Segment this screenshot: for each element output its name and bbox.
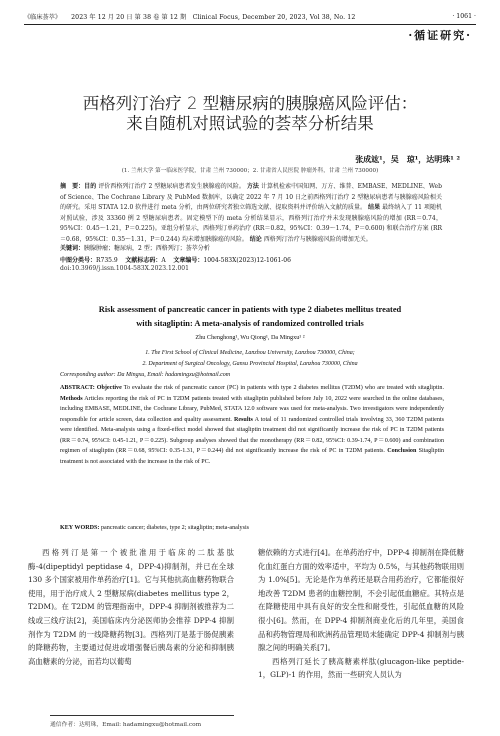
results-label-en: Results [233,416,253,423]
issue-info: 2023 年 12 月 20 日 第 38 卷 第 12 期 Clinical Focus, December 20, 2023, Vol 38, No. 12 [71,13,356,21]
affiliation-cn: (1. 兰州大学 第一临床医学院，甘肃 兰州 730000；2. 甘肃省人民医院 肿瘤外科，甘肃 兰州 730000) [121,168,379,174]
affiliation-en-2: 2. Department of Surgical Oncology, Gansu Provincial Hospital, Lanzhou 730000, China [142,361,358,367]
doi: doi:10.3969/j.issn.1004-583X.2023.12.001 [60,265,189,272]
keywords-cn [60,244,442,254]
chinese-title [0,94,500,134]
article-value: 1004-583X(2023)12-1061-06 [203,257,291,264]
clc-label: 中图分类号： [60,257,97,264]
code-label: 文献标志码： [125,257,162,264]
methods-label-cn: 方法 [246,183,259,190]
keywords-en [60,525,444,531]
methods-en: Articles reporting the risk of PC in T2DM patients treated with sitagliptin published before July 10, 2022 were searched in the online databases, including EMBASE, MEDLINE, the Cochrane Library, PubMed, STATA 12.0 software was used for meta-analysis. Two investigators were independently responsible for article screen, data collection and quality assessment. [60,395,444,423]
journal-name: 《临床荟萃》 [24,13,62,21]
body-paragraph: 西格列汀是第一个被批准用于临床的二肽基肽酶-4(dipeptidyl peptidase 4，DPP-4)抑制剂，并已在全球 130 多个国家被用作单药治疗[1]。它与其他抗高血糖药物联合使用，用于治疗成人 2 型糖尿病(diabetes mellitus type 2，T2DM)。在 T2DM 的管理指南中，DPP-4 抑制剂被推荐为二线或三线疗法[2]，美国临床内分泌医师协会推荐 DPP-4 抑制剂作为 T2DM 的一线降糖药物[3]。西格列汀是基于肠促胰素的降糖药物，主要通过促进或增强餐后胰岛素的分泌和抑制胰高血糖素的分泌，而若均以葡萄 [28,548,234,666]
corresponding-author-en: Corresponding author: Da Mingxu, Email: hadamingxu@hotmail.com [60,372,231,378]
objective-cn: 评价西格列汀治疗 2 型糖尿病患者发生胰腺癌的风险。 [98,183,245,190]
affiliation-en-1: 1. The First School of Clinical Medicine, Lanzhou University, Lanzhou 730000, China; [145,350,355,356]
footnote: 通信作者：达明珠，Email: hadamingxu@hotmail.com [50,715,234,728]
body-column-right [258,546,464,682]
conclusion-label-cn: 结论 [249,235,262,243]
article-label: 文章编号： [173,257,204,264]
methods-cn: 计算机检索中国知网、万方、维普、EMBASE、MEDLINE、Web of Science、The Cochrane Library 及 PubMed 数据库，以确定 2022 年 7 月 10 日之前西格列汀治疗 2 型糖尿病患者与胰腺癌风险相关的研究。采用 STATA 12.0 软件进行 meta 分析，由两位研究者独立筛选文献、提取资料并评价纳入文献的质量。 [60,183,442,212]
abstract-en [60,383,444,467]
affiliations-en [0,348,500,370]
authors-en: Zhu Chenghong¹, Wu Qiong¹, Da Mingxu¹ ² [195,334,305,341]
code-value: A [161,257,166,264]
objective-en: To evaluate the risk of pancreatic cancer (PC) in patients with type 2 diabetes mellitus (T2DM) who are treated with sitagliptin. [123,385,444,391]
keywords-cn-value: 胰腺肿瘤；糖尿病，2 型；西格列汀；荟萃分析 [84,245,210,252]
chinese-title-line1: 西格列汀治疗 2 型糖尿病的胰腺癌风险评估： [82,94,418,113]
clc-value: R735.9 [96,257,118,264]
methods-label-en: Methods [60,395,83,402]
conclusion-en: Sitagliptin treatment is not associated with the increase in the risk of PC. [60,448,445,465]
abstract-cn [60,182,442,246]
running-header [24,10,476,25]
english-title-line2: with sitagliptin: A meta-analysis of randomized controlled trials [136,319,364,328]
english-title [0,303,500,331]
authors-cn: 张成竑¹，吴 琼¹，达明珠¹ ² [355,154,460,164]
keywords-cn-label: 关键词： [60,245,85,252]
body-paragraph: 糖依赖的方式进行[4]。在单药治疗中，DPP-4 抑制剂在降低糖化血红蛋白方面的效率适中，平均为 0.5%，与其他药物联用则为 1.0%[5]。无论是作为单药还是联合用药治疗，它都能很好地改善 T2DM 患者的血糖控制，不会引起低血糖症。其特点是在降糖使用中具有良好的安全性和耐受性，引起低血糖的风险很小[6]。然而，在 DPP-4 抑制剂商业化后的几年里，美国食品和药物管理局和欧洲药品管理局未能确定 DPP-4 抑制剂与胰腺之间的明确关系[7]。 [258,548,464,653]
objective-label-cn: 目的 [84,183,97,190]
classification-cn [60,255,291,264]
section-label: ·循证研究· [408,29,472,42]
body-paragraph: 西格列汀延长了胰高糖素样肽(glucagon-like peptide-1，GLP)-1 的作用，然而一些研究人员认为 [258,656,464,680]
page-number: · 1061 · [452,12,476,20]
objective-label-en: Objective [96,385,122,391]
results-en: A total of 11 randomized controlled trials involving 33, 360 T2DM patients were identified. Meta-analysis using a fixed-effect model showed that sitagliptin treatment did not significantly increase the risk of PC in T2DM patients (RR＝0.74, 95%CI: 0.45-1.21, P＝0.225). Subgroup analyses showed that the monotherapy (RR＝0.82, 95%CI: 0.39-1.74, P＝0.600) and combination regimen of sitagliptin (RR＝0.68, 95%CI: 0.35-1.31, P＝0.244) did not significantly increase the risk of PC in T2DM patients. [60,416,444,454]
body-column-left [28,546,234,668]
abstract-cn-label: 摘 要： [60,183,85,190]
results-label-cn: 结果 [368,204,381,212]
results-cn: 最终纳入了 11 项随机对照试验，涉及 33360 例 2 型糖尿病患者。固定模型下的 meta 分析结果显示，西格列汀治疗并未发现胰腺癌风险的增加 (RR＝0.74，95%CI：0.45～1.21，P＝0.225)。亚组分析显示，西格列汀单药治疗 (RR＝0.82，95%CI：0.39～1.74，P＝0.600) 和联合治疗方案 (RR＝0.68，95%CI：0.35～1.31，P＝0.244) 均未增加胰腺癌的风险。 [60,204,442,243]
keywords-en-label: KEY WORDS: [60,525,100,531]
conclusion-label-en: Conclusion [387,448,417,454]
english-title-line1: Risk assessment of pancreatic cancer in patients with type 2 diabetes mellitus treated [98,305,402,314]
abstract-en-label: ABSTRACT: [60,385,95,391]
chinese-title-line2: 来自随机对照试验的荟萃分析结果 [126,114,374,133]
conclusion-cn: 西格列汀治疗与胰腺癌风险的增加无关。 [263,235,372,243]
keywords-en-value: pancreatic cancer; diabetes, type 2; sitagliptin; meta-analysis [100,525,250,531]
